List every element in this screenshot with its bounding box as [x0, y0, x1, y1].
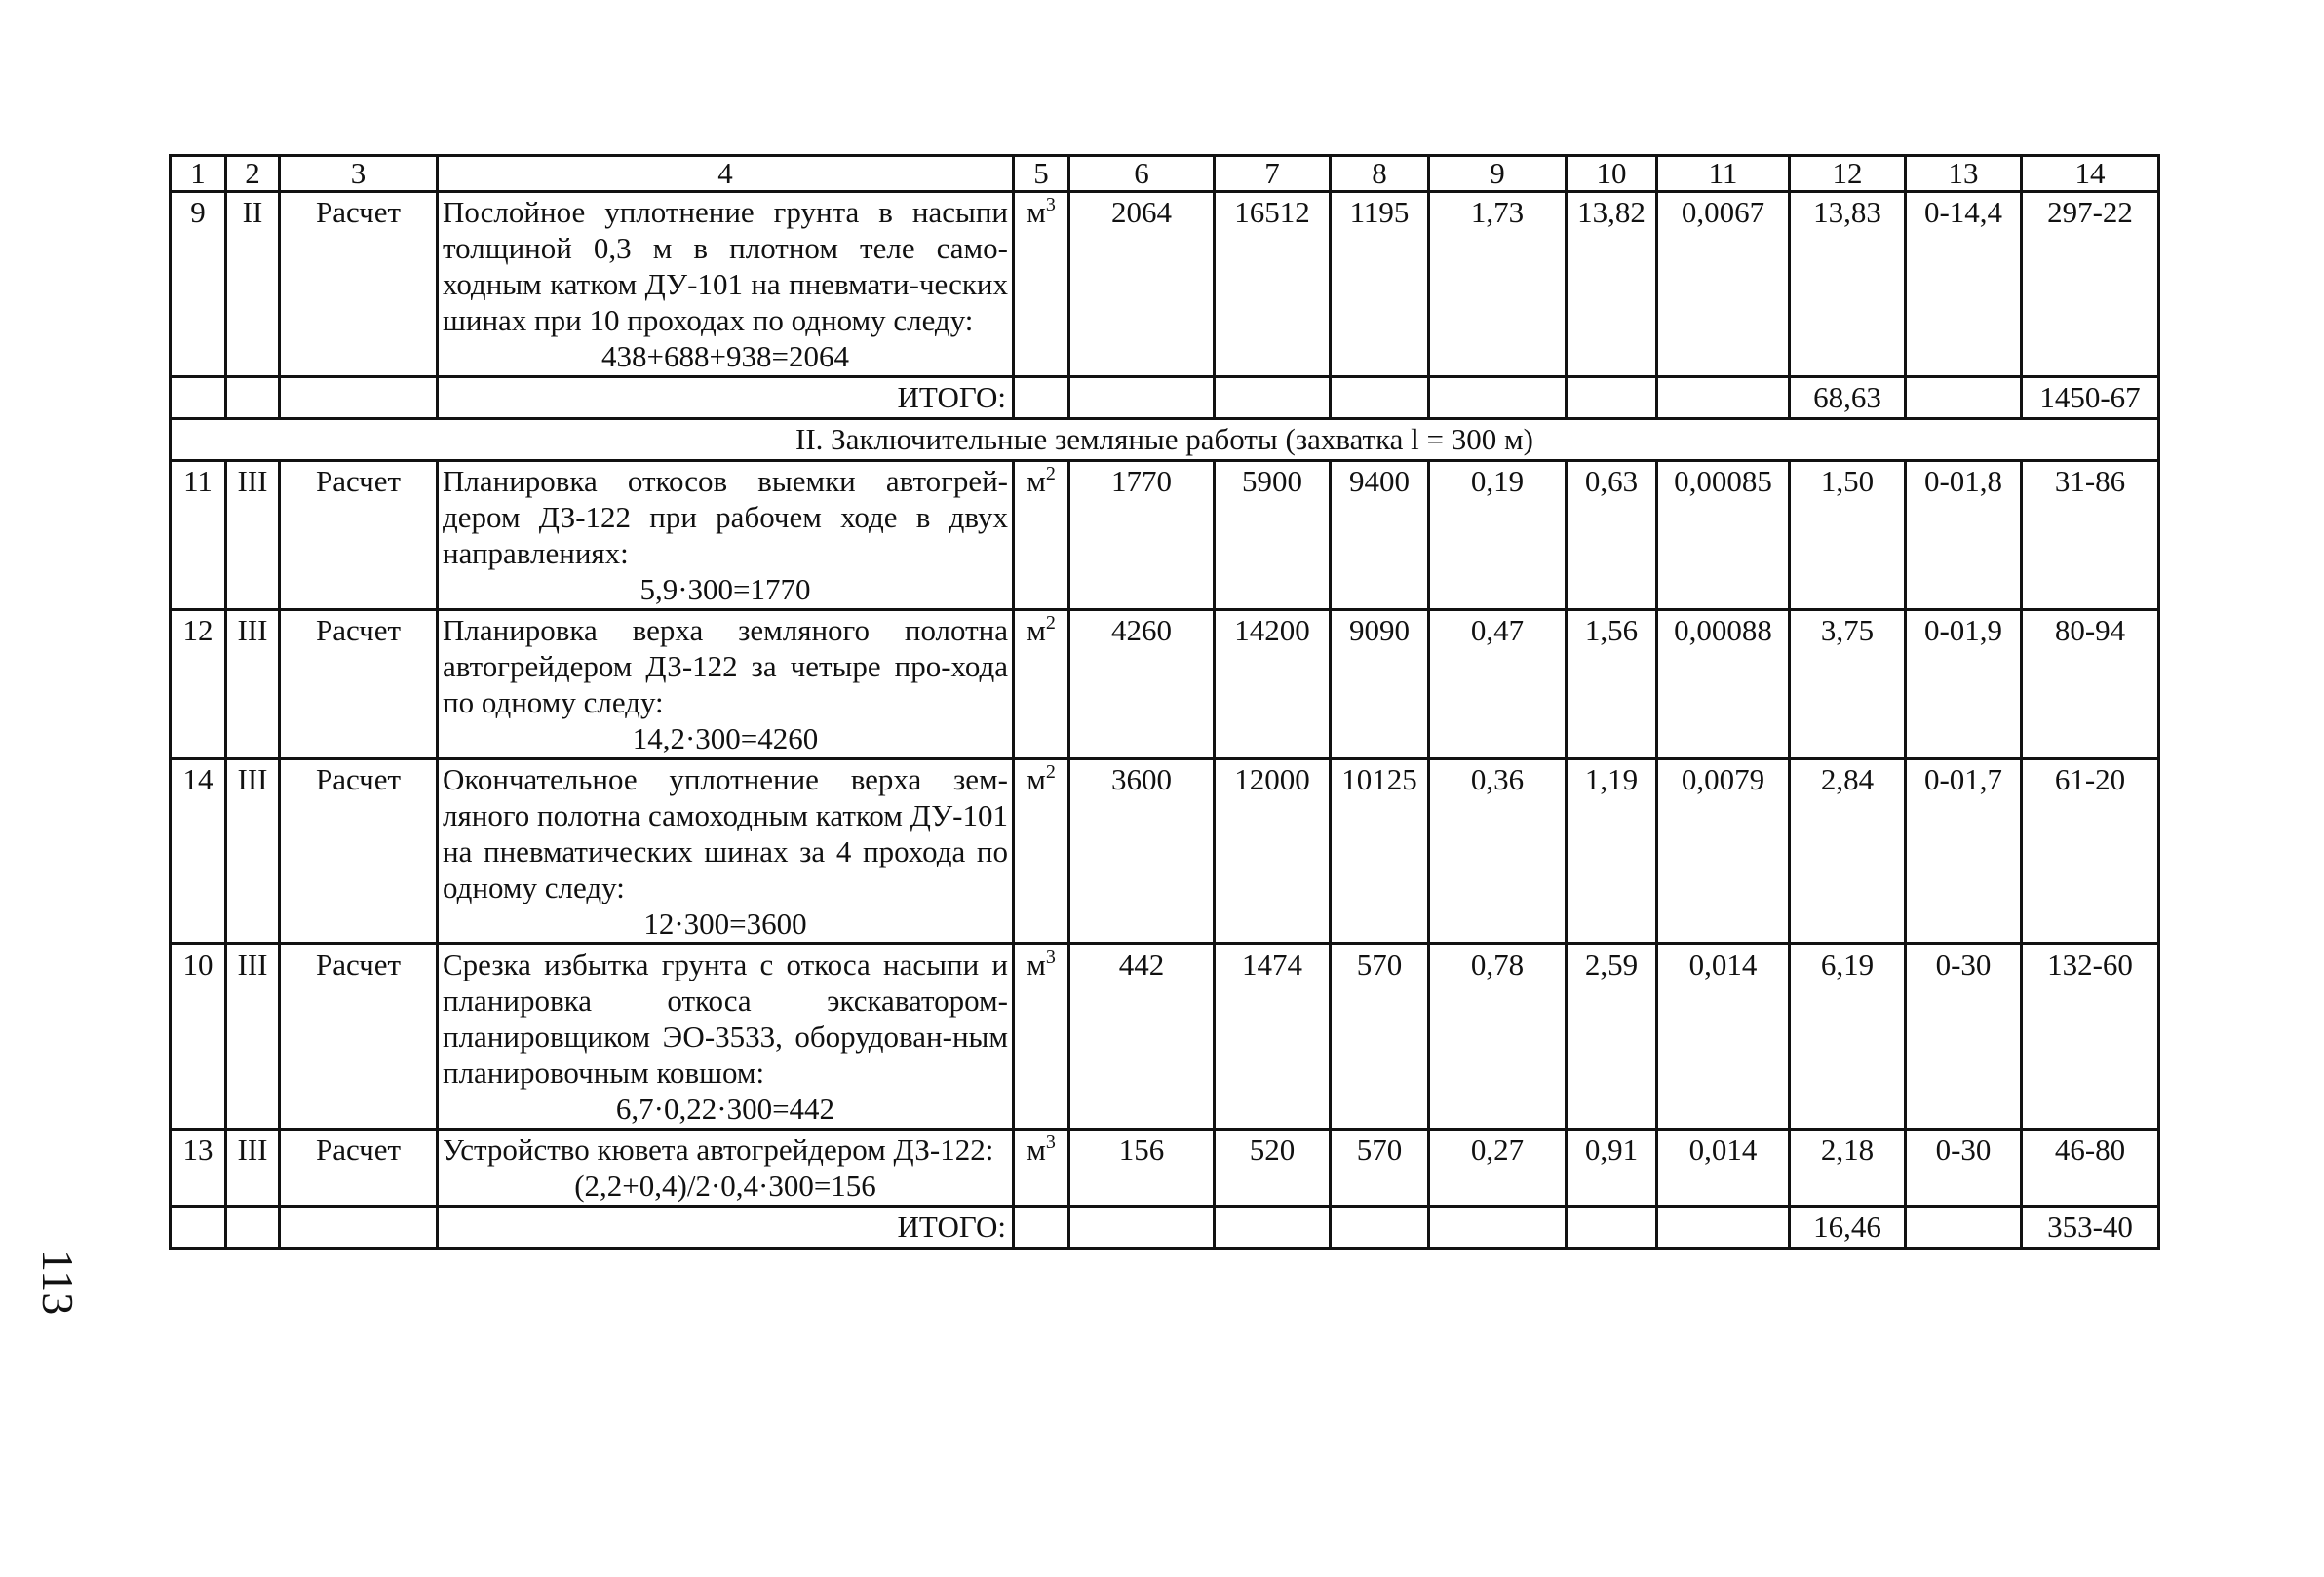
total-label: ИТОГО: [438, 377, 1014, 419]
value-cell-c13: 0-30 [1906, 1130, 2022, 1207]
unit-text: м [1026, 947, 1046, 981]
unit-text: м [1026, 1133, 1046, 1167]
value-cell-c11: 0,00088 [1657, 610, 1790, 759]
method-cell: Расчет [280, 1130, 438, 1207]
value-cell-c12: 1,50 [1790, 461, 1906, 610]
value-cell-c6: 3600 [1069, 759, 1215, 944]
unit-exponent: 3 [1045, 194, 1056, 215]
column-number-3: 3 [280, 156, 438, 192]
total-value-c12: 16,46 [1790, 1207, 1906, 1249]
unit-exponent: 2 [1045, 463, 1056, 484]
section-row [171, 419, 2159, 461]
value-cell-c13: 0-14,4 [1906, 192, 2022, 377]
column-number-4: 4 [438, 156, 1014, 192]
group-cell: III [226, 759, 280, 944]
description-cell [438, 461, 1014, 610]
column-number-11: 11 [1657, 156, 1790, 192]
value-cell-c6: 1770 [1069, 461, 1215, 610]
value-cell-c9: 0,47 [1429, 610, 1567, 759]
group-cell: III [226, 944, 280, 1130]
value-cell-c11: 0,00085 [1657, 461, 1790, 610]
empty-cell [1567, 377, 1657, 419]
value-cell-c11: 0,014 [1657, 1130, 1790, 1207]
empty-cell [171, 377, 226, 419]
value-cell-c14: 297-22 [2022, 192, 2159, 377]
value-cell-c8: 9400 [1331, 461, 1429, 610]
value-cell-c12: 2,84 [1790, 759, 1906, 944]
value-cell-c6: 442 [1069, 944, 1215, 1130]
unit-cell [1014, 610, 1069, 759]
value-cell-c10: 0,63 [1567, 461, 1657, 610]
estimate-table [169, 154, 2160, 1250]
calculation-formula: (2,2+0,4)/2·0,4·300=156 [574, 1169, 876, 1203]
empty-cell [1429, 1207, 1567, 1249]
description-text: Послойное уплотнение грунта в насыпи толщиной 0,3 м в плотном теле само-ходным катком ДУ-101 на пневмати-ческих шинах при 10 проходах по одному следу: [443, 195, 1008, 337]
column-number-7: 7 [1215, 156, 1331, 192]
description-cell [438, 192, 1014, 377]
empty-cell [1331, 1207, 1429, 1249]
table-body [171, 156, 2159, 1249]
value-cell-c9: 0,19 [1429, 461, 1567, 610]
unit-text: м [1026, 464, 1046, 498]
value-cell-c13: 0-01,9 [1906, 610, 2022, 759]
value-cell-c10: 2,59 [1567, 944, 1657, 1130]
method-cell: Расчет [280, 461, 438, 610]
calculation-formula: 438+688+938=2064 [601, 339, 849, 373]
column-number-5: 5 [1014, 156, 1069, 192]
empty-cell [226, 377, 280, 419]
value-cell-c14: 80-94 [2022, 610, 2159, 759]
row-number-cell: 10 [171, 944, 226, 1130]
column-number-8: 8 [1331, 156, 1429, 192]
value-cell-c11: 0,0067 [1657, 192, 1790, 377]
method-cell: Расчет [280, 610, 438, 759]
unit-cell [1014, 192, 1069, 377]
total-value-c14: 353-40 [2022, 1207, 2159, 1249]
total-value-c14: 1450-67 [2022, 377, 2159, 419]
unit-exponent: 2 [1045, 761, 1056, 783]
value-cell-c12: 6,19 [1790, 944, 1906, 1130]
value-cell-c12: 2,18 [1790, 1130, 1906, 1207]
column-number-2: 2 [226, 156, 280, 192]
value-cell-c9: 0,78 [1429, 944, 1567, 1130]
value-cell-c11: 0,0079 [1657, 759, 1790, 944]
unit-cell [1014, 1130, 1069, 1207]
empty-cell [1906, 1207, 2022, 1249]
column-number-1: 1 [171, 156, 226, 192]
empty-cell [1014, 1207, 1069, 1249]
unit-text: м [1026, 762, 1046, 796]
unit-cell [1014, 944, 1069, 1130]
row-number-cell: 12 [171, 610, 226, 759]
value-cell-c11: 0,014 [1657, 944, 1790, 1130]
table-row [171, 759, 2159, 944]
value-cell-c8: 570 [1331, 1130, 1429, 1207]
value-cell-c7: 16512 [1215, 192, 1331, 377]
value-cell-c9: 1,73 [1429, 192, 1567, 377]
column-number-6: 6 [1069, 156, 1215, 192]
value-cell-c10: 1,56 [1567, 610, 1657, 759]
empty-cell [1069, 1207, 1215, 1249]
unit-exponent: 3 [1045, 1132, 1056, 1153]
value-cell-c6: 2064 [1069, 192, 1215, 377]
empty-cell [1906, 377, 2022, 419]
empty-cell [1215, 1207, 1331, 1249]
value-cell-c10: 0,91 [1567, 1130, 1657, 1207]
value-cell-c8: 570 [1331, 944, 1429, 1130]
group-cell: III [226, 1130, 280, 1207]
value-cell-c12: 3,75 [1790, 610, 1906, 759]
total-value-c12: 68,63 [1790, 377, 1906, 419]
empty-cell [1014, 377, 1069, 419]
value-cell-c7: 12000 [1215, 759, 1331, 944]
value-cell-c7: 14200 [1215, 610, 1331, 759]
empty-cell [1657, 1207, 1790, 1249]
column-number-13: 13 [1906, 156, 2022, 192]
calculation-formula: 12·300=3600 [643, 906, 807, 941]
description-text: Устройство кювета автогрейдером ДЗ-122: [443, 1133, 994, 1167]
unit-text: м [1026, 195, 1046, 229]
description-cell [438, 759, 1014, 944]
description-text: Окончательное уплотнение верха зем-ляного полотна самоходным катком ДУ-101 на пневматических шинах за 4 прохода по одному следу: [443, 762, 1008, 904]
value-cell-c9: 0,36 [1429, 759, 1567, 944]
row-number-cell: 14 [171, 759, 226, 944]
value-cell-c8: 10125 [1331, 759, 1429, 944]
table-row [171, 461, 2159, 610]
empty-cell [1215, 377, 1331, 419]
row-number-cell: 9 [171, 192, 226, 377]
empty-cell [226, 1207, 280, 1249]
value-cell-c7: 520 [1215, 1130, 1331, 1207]
empty-cell [280, 1207, 438, 1249]
group-cell: III [226, 461, 280, 610]
value-cell-c8: 1195 [1331, 192, 1429, 377]
total-label: ИТОГО: [438, 1207, 1014, 1249]
group-cell: III [226, 610, 280, 759]
calculation-formula: 5,9·300=1770 [639, 572, 811, 606]
group-cell: II [226, 192, 280, 377]
value-cell-c7: 5900 [1215, 461, 1331, 610]
total-row [171, 1207, 2159, 1249]
unit-cell [1014, 759, 1069, 944]
column-number-row [171, 156, 2159, 192]
method-cell: Расчет [280, 759, 438, 944]
table-row [171, 944, 2159, 1130]
calculation-formula: 6,7·0,22·300=442 [615, 1092, 835, 1126]
value-cell-c6: 156 [1069, 1130, 1215, 1207]
calculation-formula: 14,2·300=4260 [632, 721, 819, 755]
row-number-cell: 11 [171, 461, 226, 610]
column-number-12: 12 [1790, 156, 1906, 192]
value-cell-c12: 13,83 [1790, 192, 1906, 377]
description-cell [438, 944, 1014, 1130]
table-row [171, 1130, 2159, 1207]
column-number-14: 14 [2022, 156, 2159, 192]
value-cell-c14: 61-20 [2022, 759, 2159, 944]
value-cell-c10: 13,82 [1567, 192, 1657, 377]
empty-cell [1069, 377, 1215, 419]
value-cell-c14: 46-80 [2022, 1130, 2159, 1207]
unit-exponent: 2 [1045, 612, 1056, 634]
value-cell-c13: 0-30 [1906, 944, 2022, 1130]
description-text: Срезка избытка грунта с откоса насыпи и планировка откоса экскаватором-планировщиком ЭО-3533, оборудован-ным планировочным ковшом: [443, 947, 1008, 1090]
value-cell-c13: 0-01,8 [1906, 461, 2022, 610]
empty-cell [1429, 377, 1567, 419]
description-cell [438, 610, 1014, 759]
column-number-9: 9 [1429, 156, 1567, 192]
total-row [171, 377, 2159, 419]
section-title: II. Заключительные земляные работы (захватка l = 300 м) [171, 419, 2159, 461]
column-number-10: 10 [1567, 156, 1657, 192]
value-cell-c14: 132-60 [2022, 944, 2159, 1130]
empty-cell [1657, 377, 1790, 419]
unit-exponent: 3 [1045, 946, 1056, 968]
method-cell: Расчет [280, 944, 438, 1130]
empty-cell [171, 1207, 226, 1249]
unit-text: м [1026, 613, 1046, 647]
page-number: 113 [33, 1250, 83, 1316]
value-cell-c13: 0-01,7 [1906, 759, 2022, 944]
value-cell-c14: 31-86 [2022, 461, 2159, 610]
row-number-cell: 13 [171, 1130, 226, 1207]
value-cell-c9: 0,27 [1429, 1130, 1567, 1207]
value-cell-c8: 9090 [1331, 610, 1429, 759]
description-cell [438, 1130, 1014, 1207]
value-cell-c6: 4260 [1069, 610, 1215, 759]
empty-cell [1331, 377, 1429, 419]
description-text: Планировка верха земляного полотна автогрейдером ДЗ-122 за четыре про-хода по одному следу: [443, 613, 1008, 719]
unit-cell [1014, 461, 1069, 610]
table-row [171, 192, 2159, 377]
empty-cell [1567, 1207, 1657, 1249]
method-cell: Расчет [280, 192, 438, 377]
value-cell-c10: 1,19 [1567, 759, 1657, 944]
empty-cell [280, 377, 438, 419]
table-row [171, 610, 2159, 759]
description-text: Планировка откосов выемки автогрей-дером ДЗ-122 при рабочем ходе в двух направлениях: [443, 464, 1008, 570]
value-cell-c7: 1474 [1215, 944, 1331, 1130]
